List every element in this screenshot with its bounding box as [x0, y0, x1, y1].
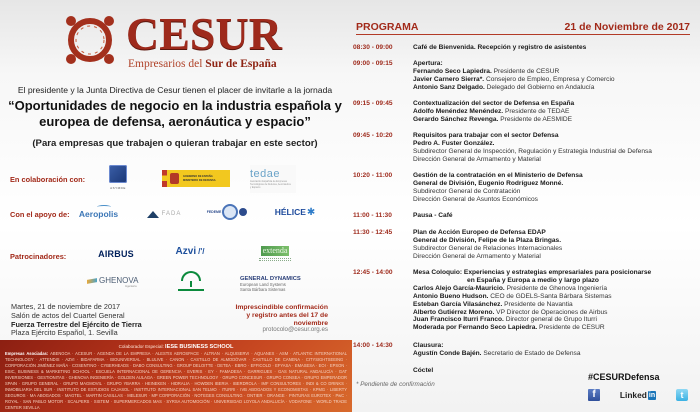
pending-confirmation-note: * Pendiente de confirmación [356, 381, 435, 388]
registration-notice: Imprescindible confirmación y registro antes del 17 de noviembre [235, 304, 328, 327]
cesur-wordmark: CESUR [126, 8, 282, 59]
agenda-time: 09:15 - 09:45 [353, 100, 393, 107]
collaboration-label: En colaboración con: [10, 175, 86, 184]
cesur-tagline: Empresarios del Sur de España [128, 58, 277, 70]
ghenova-wave-icon [87, 278, 97, 284]
asymde-cube-icon [109, 165, 127, 183]
fedeme-globe-icon [222, 204, 238, 220]
general-dynamics-logo: GENERAL DYNAMICS European Land Systems Santa Bárbara Sistemas [240, 275, 301, 292]
extenda-logo: extenda [258, 243, 292, 263]
junta-andalucia-logo [175, 269, 207, 293]
venue-info [11, 303, 142, 338]
azvi-logo: Azvi /'/ [175, 246, 205, 257]
aeropolis-logo: Aeropolis [76, 202, 121, 222]
asymde-logo: ASYMDE [104, 162, 132, 192]
ministry-defense-logo: GOBIERNO DE ESPAÑA MINISTERIO DE DEFENSA [162, 170, 230, 187]
fedeme-logo: FEDEME [205, 203, 249, 221]
helice-logo: HÉLICE ✱ [274, 206, 316, 218]
agenda-time: 08:30 - 09:00 [353, 44, 393, 51]
fada-triangle-icon [147, 211, 159, 218]
event-subtitle: (Para empresas que trabajen o quieran trabajar en este sector) [32, 138, 318, 149]
associates-list: Empresas Asociadas: ABENGOA · ACESUR · AGENDA DE LA EMPRESA · ALESTIS AEROSPACE · ALTRAN · ALQUISERVI · AQUANEX · ASM · ATLANTIC INTERNATIONAL TECHNOLOGY · ATTENDIS · AZVI · BIDAFARMA · BIOUNIVERSAL · BLULIVE · CANON · CASTILLO DE ALMODÓVAR · CASTILLO DE CANENA · CITYSIGHTSEEING · CORPORACIÓN JIMÉNEZ MAÑA · COSENTINO · CYBERHEADS · DABO CONSULTING · GROUP DELOITTE · DETEA · EBRO · EFFICOLD · EFYASA · EMASESA · EOI · EPSON · ESIC, BUSINESS & MARKETING SCHOOL · ESCUELA INTERNACIONAL DE GERENCIA · EVERIS · EY · FAMADESA · GARRIGUES · GAS NATURAL ANDALUCÍA · GAT INVERSIONES · GESTIONITAS · GHENOVA INGENIERÍA · GOLDEN AULAGA · GREEN POWER TECHNOLOGY · GRUPO CONCESUR · GRUPO CONSEA · GRUPO EMPERADOR SPAIN · GRUPO GENERAL · GRUPO MAGMOVIL · GRUPO YBARRA · HEINEKEN · HIDRALIA · HOWDEN IBERIA · IBERDROLA · IMF CONSULTORES · INDI & CO DRINKS · INMOBILIARIA DEL SUR · INSTITUTO DE ESTUDIOS CAJASOL · INSTITUTO INTERNACIONAL SAN TELMO · ITURRI · IVB ABOGADOS Y ECONOMISTAS · KPMG · LIBERTY SEGUROS · MA ABOGADOS · MAGTEL · MARTIN CASILLAS · MELESUR · MP CORPORACIÓN · NOTEGES CONSULTING · ONTIER · ORANGE · PINTURAS EUROTEX · PwC · ROYAL · SAN PABLO MOTOR · SCALPERS · SISTEM · SUPERMERCADOS MAS · SYRSA AUTOMOCIÓN · UNIVERSIDAD LOYOLA ANDALUCÍA · VODAFONE · WORLD TRADE CENTER SEVILLA [5, 351, 347, 410]
tedae-logo: tedae Asociación Española de Empresas Tecnológicas de Defensa, Aeronáutica y Espacio [250, 165, 296, 193]
facebook-icon[interactable]: f [588, 389, 600, 401]
social-links [588, 388, 688, 402]
agenda-time: 10:20 - 11:00 [353, 172, 393, 179]
venue-date: Martes, 21 de noviembre de 2017 [11, 302, 121, 311]
cesur-ring-icon [62, 12, 118, 68]
sponsors-label: Patrocinadores: [10, 252, 67, 261]
agenda-time: 12:45 - 14:00 [353, 269, 393, 276]
support-label: Con el apoyo de: [10, 210, 70, 219]
fada-logo: FADA [140, 207, 188, 221]
coat-of-arms-icon [170, 173, 179, 184]
linkedin-icon[interactable]: Linked in [619, 390, 656, 400]
junta-arch-icon [181, 271, 201, 281]
airbus-logo: AIRBUS [98, 249, 134, 259]
invitation-intro: El presidente y la Junta Directiva de Cesur tienen el placer de invitarle a la jornada [17, 85, 333, 95]
event-title: “Oportunidades de negocio en la industria española y europea de defensa, aeronáutica y espacio” [8, 98, 342, 129]
registration-email[interactable]: protocolo@cesur.org.es [262, 326, 328, 333]
agenda-time: 09:45 - 10:20 [353, 132, 393, 139]
azvi-mark-icon: /'/ [198, 247, 205, 256]
helice-star-icon: ✱ [306, 206, 316, 218]
agenda-time: 14:00 - 14:30 [353, 342, 393, 349]
venue-place: Salón de actos del Cuartel General [11, 310, 125, 320]
cesur-logo [62, 10, 292, 72]
agenda-time: 11:00 - 11:30 [353, 212, 392, 219]
program-header [356, 21, 690, 35]
ghenova-logo: GHENOVA Ingeniería [87, 275, 139, 289]
program-title: PROGRAMA [356, 21, 419, 33]
agenda-time: 11:30 - 12:45 [353, 229, 393, 236]
associates-banner [0, 340, 352, 412]
program-date: 21 de Noviembre de 2017 [564, 21, 690, 33]
special-collaborator: Colaborador Especial: IESE BUSINESS SCHOOL [118, 344, 234, 350]
twitter-icon[interactable]: t [676, 389, 688, 401]
agenda-time: 09:00 - 09:15 [353, 60, 393, 67]
event-hashtag: #CESURDefensa [588, 372, 660, 382]
venue-institution: Fuerza Terrestre del Ejército de Tierra [11, 319, 142, 329]
venue-address: Plaza Ejército Español, 1. Sevilla [11, 328, 118, 338]
